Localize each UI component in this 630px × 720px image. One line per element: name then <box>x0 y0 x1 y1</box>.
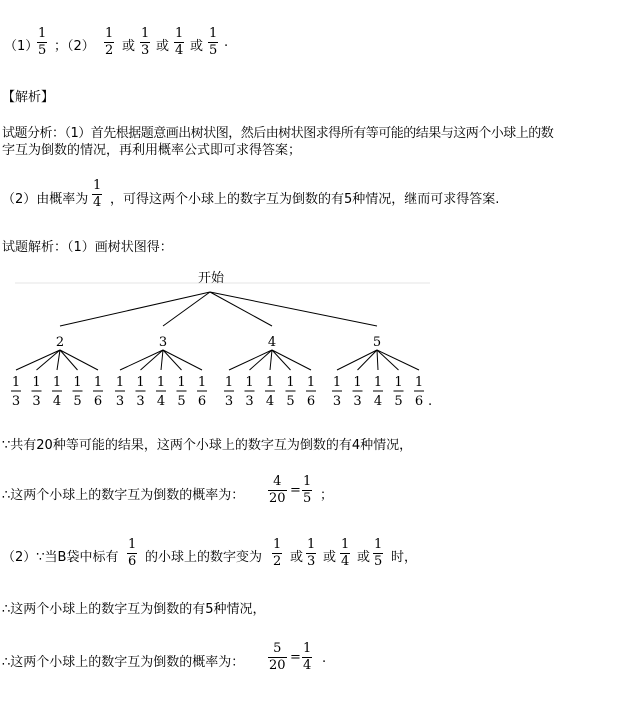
tree-leaf-fraction <box>32 375 42 409</box>
analysis-part2-suffix: ，可得这两个小球上的数字互为倒数的有5种情况，继而可求得答案. <box>110 192 500 207</box>
tree-diagram <box>0 262 630 418</box>
prob2-prefix: ∴这两个小球上的数字互为倒数的概率为： <box>2 655 245 670</box>
fraction-one-sixth: 1 6 <box>128 537 137 569</box>
tree-edge <box>358 350 378 370</box>
leaf-denominator: 3 <box>224 394 234 409</box>
tree-leaf-fraction <box>394 375 404 409</box>
tree-edge <box>163 350 182 370</box>
answer-part2-fraction-1: 1 2 <box>105 26 114 58</box>
leaf-numerator: 1 <box>115 375 125 390</box>
answer-part1-fraction <box>37 26 47 59</box>
tree-leaf-fraction <box>52 375 62 409</box>
semicolon: ； <box>320 488 334 503</box>
or-word: 或 <box>357 550 371 565</box>
tree-edge <box>272 350 291 370</box>
tree-edge <box>57 350 60 370</box>
tree-branch-label: 5 <box>372 335 382 350</box>
leaf-numerator: 1 <box>373 375 383 390</box>
tree-edge <box>16 350 60 370</box>
prob1-prefix: ∴这两个小球上的数字互为倒数的概率为： <box>2 488 245 503</box>
tree-edge <box>377 350 399 370</box>
leaf-denominator: 4 <box>265 394 275 409</box>
part2-fraction-3: 1 4 <box>341 537 350 569</box>
leaf-denominator: 6 <box>93 394 103 409</box>
part2-text-a: （2）∵当B袋中标有 <box>2 550 119 565</box>
analysis-line-2: 字互为倒数的情况，再利用概率公式即可求得答案； <box>2 143 302 158</box>
tree-leaf-fraction <box>414 375 424 409</box>
analysis-part2-prefix: （2）由概率为 <box>2 192 89 207</box>
leaf-numerator: 1 <box>11 375 21 390</box>
tree-leaf-fraction <box>265 375 275 409</box>
tree-edge <box>161 350 163 370</box>
analysis-line-1: 试题分析：（1）首先根据题意画出树状图，然后由树状图求得所有等可能的结果与这两个小球上的数 <box>2 126 554 141</box>
or-word: 或 <box>190 39 204 54</box>
leaf-denominator: 5 <box>286 394 295 409</box>
leaf-denominator: 5 <box>177 394 186 409</box>
final-period: . <box>322 651 327 666</box>
tree-leaves <box>11 375 432 409</box>
leaf-numerator: 1 <box>245 375 254 390</box>
tree-edge <box>60 350 98 370</box>
tree-leaf-fraction <box>115 375 125 409</box>
leaf-numerator: 1 <box>52 375 62 390</box>
equals-sign: = <box>290 650 301 665</box>
answer-separator: ；（2） <box>54 39 95 54</box>
or-word: 或 <box>290 550 304 565</box>
tree-branch-label: 4 <box>267 335 277 350</box>
tree-leaf-fraction <box>197 375 207 409</box>
cases-line: ∴这两个小球上的数字互为倒数的有5种情况， <box>2 602 266 617</box>
tree-leaf-fraction <box>177 375 187 409</box>
part2-fraction-1: 1 2 <box>273 537 282 569</box>
tree-branch-label: 3 <box>158 335 168 350</box>
leaf-numerator: 1 <box>394 375 403 390</box>
answer-part2-fraction-4: 1 5 <box>209 26 218 58</box>
tree-edge <box>210 292 377 326</box>
denominator: 5 <box>38 43 47 58</box>
tree-branch-label: 2 <box>55 335 65 350</box>
tree-leaf-fraction <box>373 375 383 409</box>
leaf-numerator: 1 <box>265 375 275 390</box>
leaf-numerator: 1 <box>353 375 362 390</box>
leaf-denominator: 3 <box>136 394 145 409</box>
leaf-denominator: 3 <box>32 394 41 409</box>
leaf-denominator: 3 <box>245 394 254 409</box>
prob1-fraction-b: 1 5 <box>303 474 312 506</box>
tree-edge <box>60 292 210 326</box>
prob1-fraction-a: 4 20 <box>269 474 286 506</box>
answer-part2-fraction-3: 1 4 <box>175 26 184 58</box>
leaf-denominator: 3 <box>332 394 342 409</box>
tree-edge <box>250 350 273 370</box>
prob2-fraction-b: 1 4 <box>303 641 312 673</box>
tree-leaf-fraction <box>136 375 146 409</box>
or-word: 或 <box>323 550 337 565</box>
leaf-denominator: 3 <box>11 394 21 409</box>
tree-edge <box>377 350 419 370</box>
total-outcomes-line: ∵共有20种等可能的结果，这两个小球上的数字互为倒数的有4种情况， <box>2 438 413 453</box>
tree-edge <box>337 350 377 370</box>
leaf-denominator: 6 <box>414 394 424 409</box>
leaf-denominator: 3 <box>115 394 125 409</box>
answer-period: . <box>224 35 229 50</box>
prob2-fraction-a: 5 20 <box>269 641 286 673</box>
leaf-denominator: 4 <box>52 394 62 409</box>
leaf-numerator: 1 <box>286 375 295 390</box>
equals-sign: = <box>290 483 301 498</box>
analysis-part2-fraction: 1 4 <box>93 178 102 210</box>
tree-branch-labels <box>56 335 381 350</box>
leaf-numerator: 1 <box>136 375 145 390</box>
leaf-denominator: 5 <box>394 394 403 409</box>
leaf-numerator: 1 <box>73 375 82 390</box>
leaf-denominator: 5 <box>73 394 82 409</box>
leaf-numerator: 1 <box>93 375 103 390</box>
tree-edge <box>60 350 78 370</box>
tree-edge <box>270 350 272 370</box>
answer-part1-label: （1） <box>4 39 39 54</box>
part2-text-c: 时， <box>391 550 418 565</box>
tree-leaf-fraction <box>306 375 316 409</box>
tree-root-label: 开始 <box>197 271 225 286</box>
leaf-denominator: 6 <box>306 394 316 409</box>
leaf-numerator: 1 <box>197 375 207 390</box>
tree-edge <box>163 350 202 370</box>
leaf-denominator: 3 <box>353 394 362 409</box>
leaf-denominator: 4 <box>373 394 383 409</box>
tree-edge <box>377 350 378 370</box>
tree-edge <box>210 292 272 326</box>
tree-trailing-period: . <box>428 394 433 409</box>
numerator: 1 <box>38 26 47 41</box>
tree-edge <box>272 350 311 370</box>
leaf-denominator: 4 <box>156 394 166 409</box>
leaf-numerator: 1 <box>306 375 316 390</box>
part2-fraction-2: 1 3 <box>307 537 316 569</box>
leaf-numerator: 1 <box>224 375 234 390</box>
leaf-numerator: 1 <box>32 375 41 390</box>
part2-text-b: 的小球上的数字变为 <box>145 550 263 565</box>
part2-fraction-4: 1 5 <box>374 537 383 569</box>
answer-part2-fraction-2: 1 3 <box>141 26 150 58</box>
tree-leaf-fraction <box>11 375 21 409</box>
tree-leaf-fraction <box>93 375 103 409</box>
leaf-denominator: 6 <box>197 394 207 409</box>
tree-edge <box>141 350 164 370</box>
tree-leaf-fraction <box>245 375 255 409</box>
or-word: 或 <box>122 39 136 54</box>
solution-intro: 试题解析：（1）画树状图得： <box>2 240 173 255</box>
tree-leaf-fraction <box>156 375 166 409</box>
tree-leaf-fraction <box>286 375 296 409</box>
or-word: 或 <box>156 39 170 54</box>
leaf-numerator: 1 <box>414 375 424 390</box>
leaf-numerator: 1 <box>177 375 186 390</box>
tree-leaf-fraction <box>332 375 342 409</box>
tree-leaf-fraction <box>73 375 83 409</box>
leaf-numerator: 1 <box>332 375 342 390</box>
tree-leaf-fraction <box>224 375 234 409</box>
tree-leaf-fraction <box>353 375 363 409</box>
tree-edge <box>229 350 272 370</box>
tree-branch-lines <box>16 292 419 370</box>
tree-edge <box>120 350 163 370</box>
tree-edge <box>37 350 61 370</box>
leaf-numerator: 1 <box>156 375 166 390</box>
analysis-heading: 【解析】 <box>2 90 55 105</box>
